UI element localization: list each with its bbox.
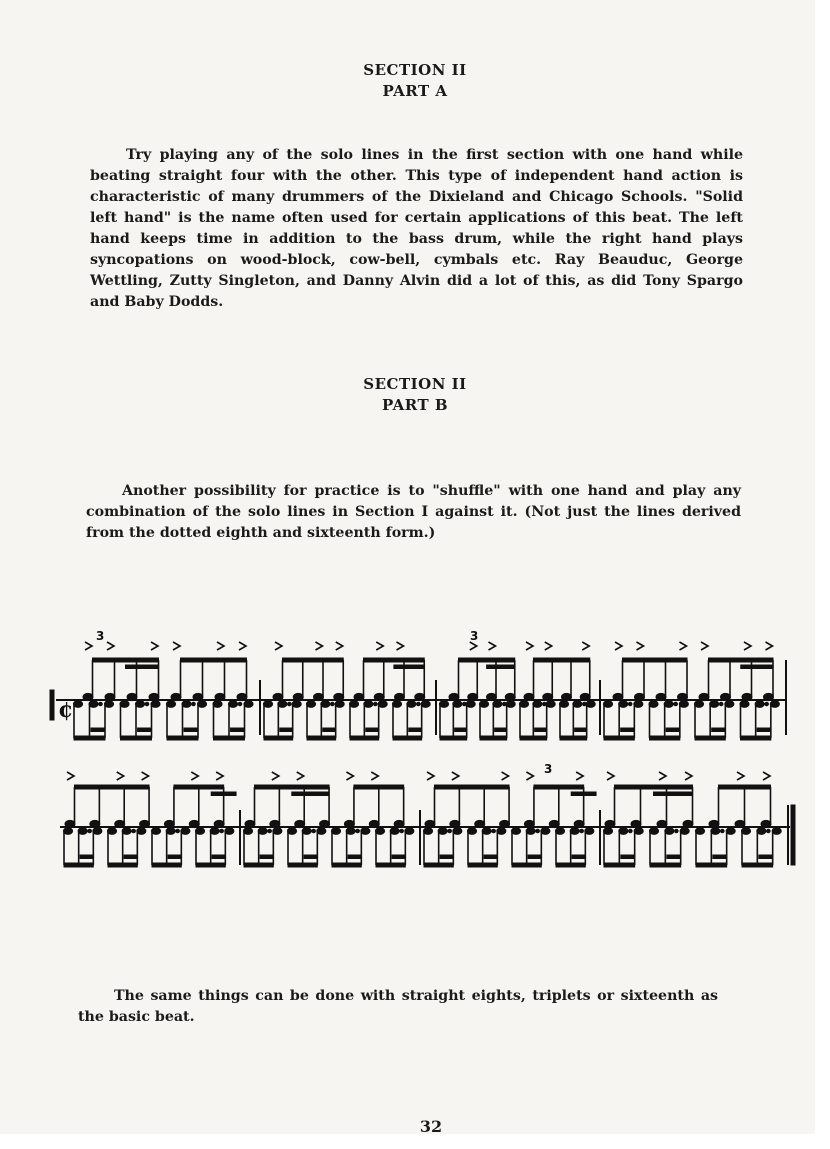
accent-mark — [680, 642, 687, 650]
note-head — [475, 820, 485, 827]
beam — [332, 863, 361, 867]
beam — [196, 863, 225, 867]
beam — [80, 855, 93, 859]
section-title: SECTION II — [363, 61, 467, 79]
system-bracket — [50, 690, 54, 720]
beam — [709, 658, 774, 662]
beam — [91, 728, 105, 732]
dot — [675, 829, 679, 833]
beam — [108, 863, 137, 867]
beam — [280, 728, 293, 732]
dot — [192, 702, 196, 706]
note-head — [656, 693, 666, 700]
beam — [759, 855, 773, 859]
note-head — [149, 693, 159, 700]
note-head — [764, 693, 774, 700]
note-head — [487, 693, 497, 700]
note-head — [237, 693, 247, 700]
note-head — [369, 820, 379, 827]
dot — [580, 829, 584, 833]
accent-mark — [117, 772, 124, 780]
note-head — [605, 820, 615, 827]
note-head — [657, 820, 667, 827]
accent-mark — [346, 772, 353, 780]
beam — [534, 658, 590, 662]
beam — [124, 855, 137, 859]
accent-mark — [336, 642, 343, 650]
accent-mark — [173, 642, 180, 650]
beam — [468, 863, 497, 867]
note-head — [105, 693, 115, 700]
dot — [719, 702, 723, 706]
dot — [767, 829, 771, 833]
beam — [392, 855, 405, 859]
accent-mark — [316, 642, 323, 650]
accent-mark — [766, 642, 773, 650]
note-head — [140, 820, 150, 827]
tuplet-label: 3 — [544, 762, 553, 776]
beam — [713, 855, 727, 859]
beam — [211, 792, 236, 796]
beam — [304, 855, 317, 859]
drum-notation — [0, 620, 815, 900]
note-head — [215, 693, 225, 700]
beam — [323, 728, 336, 732]
beam — [742, 863, 773, 867]
accent-mark — [216, 772, 223, 780]
beam — [455, 728, 467, 732]
final-barline-thick — [791, 805, 795, 865]
part-b-paragraph: Another possibility for practice is to "shuffle" with one hand and play any combination of the solo lines in Section I against it. (Not just the lines derived from the dotted eighth and sixteenth form.) — [86, 483, 741, 541]
note-head — [450, 820, 460, 827]
beam — [480, 736, 507, 740]
dot — [331, 702, 335, 706]
beam — [440, 855, 453, 859]
beam — [650, 863, 681, 867]
note-head — [171, 693, 181, 700]
accent-mark — [142, 772, 149, 780]
accent-mark — [502, 772, 509, 780]
accent-mark — [744, 642, 751, 650]
note-head — [245, 820, 255, 827]
note-head — [580, 693, 590, 700]
beam — [393, 736, 422, 740]
accent-mark — [582, 642, 589, 650]
dot — [288, 702, 292, 706]
lower-voice-notes-2 — [63, 828, 781, 867]
note-head — [334, 693, 344, 700]
beam — [666, 728, 680, 732]
note-head — [500, 820, 510, 827]
accent-mark — [685, 772, 692, 780]
accent-mark — [217, 642, 224, 650]
beam — [667, 855, 681, 859]
note-head — [613, 693, 623, 700]
note-head — [164, 820, 174, 827]
accent-mark — [107, 642, 114, 650]
note-head — [425, 820, 435, 827]
dot — [674, 702, 678, 706]
beam — [572, 855, 585, 859]
tuplet-label: 3 — [470, 629, 479, 643]
note-head — [761, 820, 771, 827]
beam — [409, 728, 422, 732]
lower-voice-notes-1 — [73, 701, 779, 740]
note-head — [699, 693, 709, 700]
note-head — [354, 693, 364, 700]
beam — [654, 792, 693, 796]
beam — [575, 728, 587, 732]
note-head — [415, 693, 425, 700]
accent-mark — [452, 772, 459, 780]
dot — [312, 829, 316, 833]
accent-mark — [275, 642, 282, 650]
accent-mark — [701, 642, 708, 650]
beam — [288, 863, 317, 867]
note-head — [344, 820, 354, 827]
beam — [621, 855, 635, 859]
note-head — [189, 820, 199, 827]
beam — [623, 658, 688, 662]
dot — [268, 829, 272, 833]
beam — [695, 736, 725, 740]
beam — [167, 736, 198, 740]
note-head — [214, 820, 224, 827]
note-head — [127, 693, 137, 700]
tuplet-label: 3 — [96, 629, 105, 643]
accent-mark — [545, 642, 552, 650]
beam — [696, 863, 727, 867]
accent-mark — [67, 772, 74, 780]
note-head — [270, 820, 280, 827]
beam — [512, 863, 541, 867]
note-head — [524, 820, 534, 827]
accent-mark — [637, 642, 644, 650]
part-a-paragraph: Try playing any of the solo lines in the first section with one hand while beating straight four with the other. This type of independent hand action is characteristic of many drummers of the Dixieland and Chicago Schools. "Solid left hand" is the name often used for certain applications of this beat. The left hand keeps time in addition to the bass drum, while the right hand plays syncopations on wood-block, cow-bell, cymbals etc. Ray Beauduc, George Wettling, Zutty Singleton, and Danny Alvin did a lot of this, as did Tony Spargo and Baby Dodds. — [90, 147, 743, 310]
time-signature: ¢ — [58, 697, 74, 723]
note-head — [295, 820, 305, 827]
beam — [348, 855, 361, 859]
beam — [459, 658, 515, 662]
note-head — [115, 820, 125, 827]
dot — [765, 702, 769, 706]
accent-mark — [763, 772, 770, 780]
accent-mark — [397, 642, 404, 650]
dot — [374, 702, 378, 706]
accent-mark — [376, 642, 383, 650]
dot — [417, 702, 421, 706]
beam — [604, 863, 635, 867]
beam — [184, 728, 198, 732]
dot — [629, 829, 633, 833]
dot — [448, 829, 452, 833]
part-b-heading — [0, 374, 830, 416]
beam — [440, 736, 467, 740]
beam — [560, 736, 587, 740]
beam — [556, 863, 585, 867]
accent-mark — [85, 642, 92, 650]
beam — [126, 665, 159, 669]
beam — [354, 785, 404, 789]
beam — [64, 863, 93, 867]
note-head — [678, 693, 688, 700]
beam — [168, 855, 181, 859]
beam — [757, 728, 771, 732]
beam — [424, 863, 453, 867]
beam — [650, 736, 680, 740]
note-head — [635, 693, 645, 700]
accent-mark — [191, 772, 198, 780]
accent-mark — [272, 772, 279, 780]
beam — [394, 665, 424, 669]
beam — [571, 792, 596, 796]
beam — [260, 855, 273, 859]
dot — [536, 829, 540, 833]
note-head — [574, 820, 584, 827]
beam — [376, 863, 405, 867]
accent-mark — [526, 772, 533, 780]
note-head — [374, 693, 384, 700]
beam — [520, 736, 547, 740]
beam — [152, 863, 181, 867]
beam — [484, 855, 497, 859]
beam — [615, 785, 693, 789]
accent-mark — [297, 772, 304, 780]
beam — [534, 785, 584, 789]
beam — [535, 728, 547, 732]
beam — [741, 736, 771, 740]
accent-mark — [427, 772, 434, 780]
beam — [74, 736, 105, 740]
dot — [99, 702, 103, 706]
beam — [307, 736, 336, 740]
beam — [264, 736, 293, 740]
beam — [719, 785, 771, 789]
beam — [621, 728, 635, 732]
note-head — [721, 693, 731, 700]
accent-mark — [470, 642, 477, 650]
beam — [487, 665, 515, 669]
beam — [212, 855, 225, 859]
note-head — [468, 693, 478, 700]
accent-mark — [737, 772, 744, 780]
dot — [145, 702, 149, 706]
beam — [350, 736, 379, 740]
dot — [238, 702, 242, 706]
beam — [231, 728, 245, 732]
beam — [528, 855, 541, 859]
beam — [138, 728, 152, 732]
note-head — [394, 820, 404, 827]
accent-mark — [615, 642, 622, 650]
dot — [628, 702, 632, 706]
note-head — [562, 693, 572, 700]
note-head — [293, 693, 303, 700]
beam — [604, 736, 634, 740]
beam — [495, 728, 507, 732]
accent-mark — [371, 772, 378, 780]
dot — [356, 829, 360, 833]
note-head — [735, 820, 745, 827]
note-head — [193, 693, 203, 700]
note-head — [314, 693, 324, 700]
dot — [220, 829, 224, 833]
beam — [283, 658, 344, 662]
beam — [75, 785, 150, 789]
note-head — [505, 693, 515, 700]
upper-voice-notes-1 — [83, 642, 774, 701]
section-title: SECTION II — [363, 375, 467, 393]
closing-paragraph: The same things can be done with straight eights, triplets or sixteenth as the basic beat. — [78, 988, 718, 1025]
dot — [132, 829, 136, 833]
part-a-heading — [0, 60, 830, 102]
accent-mark — [526, 642, 533, 650]
note-head — [273, 693, 283, 700]
beam — [244, 863, 273, 867]
note-head — [90, 820, 100, 827]
note-head — [449, 693, 459, 700]
note-head — [631, 820, 641, 827]
accent-mark — [489, 642, 496, 650]
beam — [121, 736, 152, 740]
beam — [255, 785, 330, 789]
upper-voice-notes-2 — [65, 772, 771, 828]
beam — [93, 658, 159, 662]
dot — [400, 829, 404, 833]
note-head — [395, 693, 405, 700]
dot — [176, 829, 180, 833]
accent-mark — [576, 772, 583, 780]
note-head — [549, 820, 559, 827]
beam — [214, 736, 245, 740]
beam — [366, 728, 379, 732]
beam — [364, 658, 425, 662]
beam — [292, 792, 329, 796]
note-head — [742, 693, 752, 700]
beam — [741, 665, 773, 669]
note-head — [683, 820, 693, 827]
dot — [721, 829, 725, 833]
note-head — [543, 693, 553, 700]
beam — [712, 728, 726, 732]
accent-mark — [659, 772, 666, 780]
part-title: PART A — [382, 82, 448, 100]
dot — [492, 829, 496, 833]
accent-mark — [239, 642, 246, 650]
beam — [174, 785, 224, 789]
note-head — [83, 693, 93, 700]
note-head — [709, 820, 719, 827]
accent-mark — [151, 642, 158, 650]
note-head — [524, 693, 534, 700]
beam — [435, 785, 510, 789]
beam — [181, 658, 247, 662]
dot — [88, 829, 92, 833]
note-head — [320, 820, 330, 827]
note-head — [65, 820, 75, 827]
page-number: 32 — [419, 1117, 443, 1136]
part-title: PART B — [381, 396, 449, 414]
accent-mark — [607, 772, 614, 780]
